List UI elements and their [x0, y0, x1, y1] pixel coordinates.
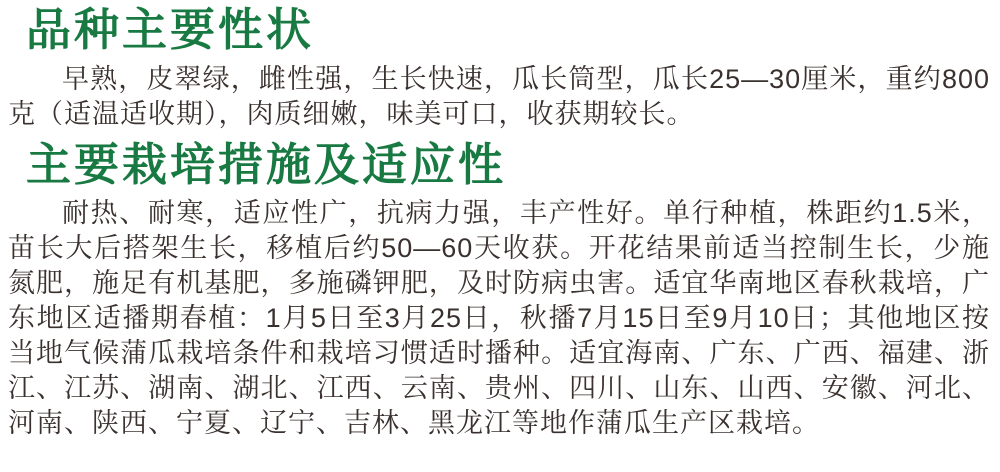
section-heading-cultivation: 主要栽培措施及适应性 — [26, 139, 507, 190]
section-body-variety-traits: 早熟，皮翠绿，雌性强，生长快速，瓜长筒型，瓜长25—30厘米，重约800克（适温适收期），肉质细嫩，味美可口，收获期较长。 — [8, 63, 990, 129]
section-heading-variety-traits: 品种主要性状 — [26, 5, 315, 55]
section-body-cultivation: 耐热、耐寒，适应性广，抗病力强，丰产性好。单行种植，株距约1.5米，苗长大后搭架生长，移植后约50—60天收获。开花结果前适当控制生长，少施氮肥，施足有机基肥，多施磷钾肥，及时防病虫害。适宜华南地区春秋栽培，广东地区适播期春植：1月5日至3月25日，秋播7月15日至9月10日；其他地区按当地气候蒲瓜栽培条件和栽培习惯适时播种。适宜海南、广东、广西、福建、浙江、江苏、湖南、湖北、江西、云南、贵州、四川、山东、山西、安徽、河北、河南、陕西、宁夏、辽宁、吉林、黑龙江等地作蒲瓜生产区栽培。 — [8, 198, 990, 438]
